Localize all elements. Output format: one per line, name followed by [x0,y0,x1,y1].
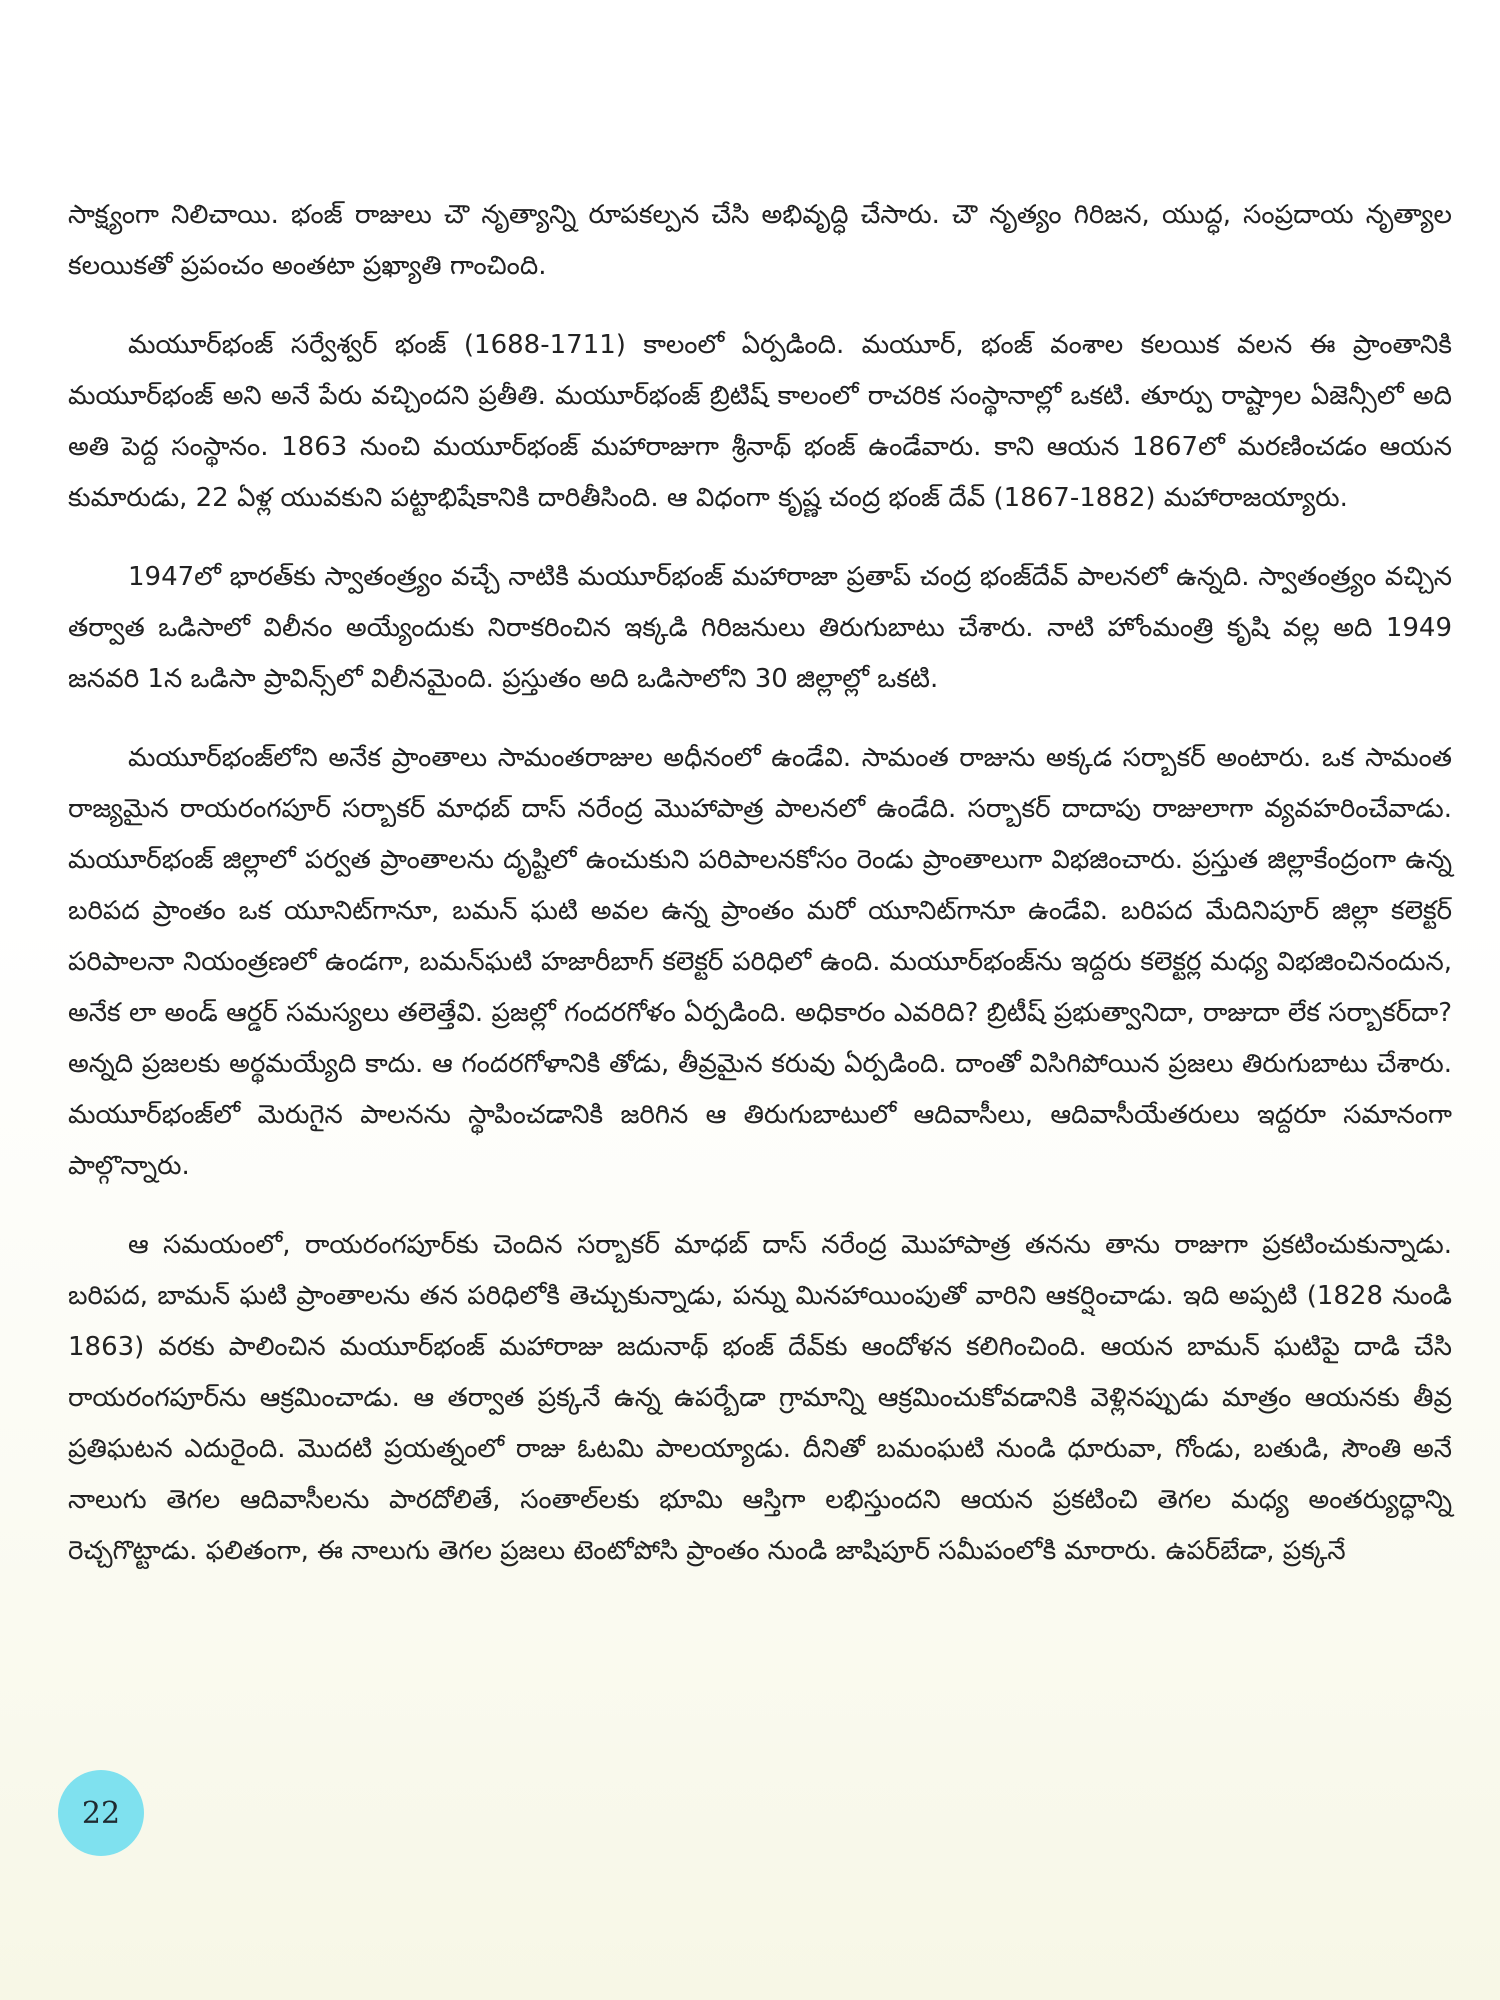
page-number-badge: 22 [58,1770,144,1856]
paragraph-2: మయూర్‌భంజ్ సర్వేశ్వర్ భంజ్ (1688-1711) కాలంలో ఏర్పడింది. మయూర్, భంజ్ వంశాల కలయిక వలన ఈ ప్రాంతానికి మయూర్‌భంజ్ అని అనే పేరు వచ్చిందని ప్రతీతి. మయూర్‌భంజ్ బ్రిటిష్ కాలంలో రాచరిక సంస్థానాల్లో ఒకటి. తూర్పు రాష్ట్రాల ఏజెన్సీలో అది అతి పెద్ద సంస్థానం. 1863 నుంచి మయూర్‌భంజ్ మహారాజుగా శ్రీనాథ్ భంజ్ ఉండేవారు. కాని ఆయన 1867లో మరణించడం ఆయన కుమారుడు, 22 ఏళ్ల యువకుని పట్టాభిషేకానికి దారితీసింది. ఆ విధంగా కృష్ణ చంద్ర భంజ్ దేవ్ (1867-1882) మహారాజయ్యారు. [68,330,1452,513]
paragraph-3: 1947లో భారత్‌కు స్వాతంత్ర్యం వచ్చే నాటికి మయూర్‌భంజ్ మహారాజా ప్రతాప్ చంద్ర భంజ్‌దేవ్ పాలనలో ఉన్నది. స్వాతంత్ర్యం వచ్చిన తర్వాత ఒడిసాలో విలీనం అయ్యేందుకు నిరాకరించిన ఇక్కడి గిరిజనులు తిరుగుబాటు చేశారు. నాటి హోంమంత్రి కృషి వల్ల అది 1949 జనవరి 1న ఒడిసా ప్రావిన్స్‌లో విలీనమైంది. ప్రస్తుతం అది ఒడిసాలోని 30 జిల్లాల్లో ఒకటి. [68,562,1452,694]
body-text [68,190,1452,1605]
paragraph-1: సాక్ష్యంగా నిలిచాయి. భంజ్ రాజులు చౌ నృత్యాన్ని రూపకల్పన చేసి అభివృద్ధి చేసారు. చౌ నృత్యం గిరిజన, యుద్ధ, సంప్రదాయ నృత్యాల కలయికతో ప్రపంచం అంతటా ప్రఖ్యాతి గాంచింది. [68,200,1452,281]
paragraph-5: ఆ సమయంలో, రాయరంగపూర్‌కు చెందిన సర్బాకర్ మాధబ్ దాస్ నరేంద్ర మొహాపాత్ర తనను తాను రాజుగా ప్రకటించుకున్నాడు. బరిపద, బామన్ ఘటి ప్రాంతాలను తన పరిధిలోకి తెచ్చుకున్నాడు, పన్ను మినహాయింపుతో వారిని ఆకర్షించాడు. ఇది అప్పటి (1828 నుండి 1863) వరకు పాలించిన మయూర్‌భంజ్ మహారాజు జదునాథ్ భంజ్ దేవ్‌కు ఆందోళన కలిగించింది. ఆయన బామన్ ఘటిపై దాడి చేసి రాయరంగపూర్‌ను ఆక్రమించాడు. ఆ తర్వాత ప్రక్కనే ఉన్న ఉపర్బేడా గ్రామాన్ని ఆక్రమించుకోవడానికి వెళ్లినప్పుడు మాత్రం ఆయనకు తీవ్ర ప్రతిఘటన ఎదురైంది. మొదటి ప్రయత్నంలో రాజు ఓటమి పాలయ్యాడు. దీనితో బమంఘటి నుండి ధూరువా, గోండు, బతుడి, సౌంతి అనే నాలుగు తెగల ఆదివాసీలను పారదోలితే, సంతాల్‌లకు భూమి ఆస్తిగా లభిస్తుందని ఆయన ప్రకటించి తెగల మధ్య అంతర్యుద్ధాన్ని రెచ్చగొట్టాడు. ఫలితంగా, ఈ నాలుగు తెగల ప్రజలు టెంటోపోసి ప్రాంతం నుండి జాషిపూర్ సమీపంలోకి మారారు. ఉపర్‌బేడా, ప్రక్కనే [68,1230,1452,1566]
paragraph-4: మయూర్‌భంజ్‌లోని అనేక ప్రాంతాలు సామంతరాజుల అధీనంలో ఉండేవి. సామంత రాజును అక్కడ సర్బాకర్ అంటారు. ఒక సామంత రాజ్యమైన రాయరంగపూర్ సర్బాకర్ మాధబ్ దాస్ నరేంద్ర మొహాపాత్ర పాలనలో ఉండేది. సర్బాకర్ దాదాపు రాజులాగా వ్యవహరించేవాడు. మయూర్‌భంజ్ జిల్లాలో పర్వత ప్రాంతాలను దృష్టిలో ఉంచుకుని పరిపాలనకోసం రెండు ప్రాంతాలుగా విభజించారు. ప్రస్తుత జిల్లాకేంద్రంగా ఉన్న బరిపద ప్రాంతం ఒక యూనిట్‌గానూ, బమన్ ఘటి అవల ఉన్న ప్రాంతం మరో యూనిట్‌గానూ ఉండేవి. బరిపద మేదినిపూర్ జిల్లా కలెక్టర్ పరిపాలనా నియంత్రణలో ఉండగా, బమన్‌ఘటి హజారీబాగ్ కలెక్టర్ పరిధిలో ఉంది. మయూర్‌భంజ్‌ను ఇద్దరు కలెక్టర్ల మధ్య విభజించినందున, అనేక లా అండ్ ఆర్డర్ సమస్యలు తలెత్తేవి. ప్రజల్లో గందరగోళం ఏర్పడింది. అధికారం ఎవరిది? బ్రిటీష్ ప్రభుత్వానిదా, రాజుదా లేక సర్బాకర్‌దా? అన్నది ప్రజలకు అర్థమయ్యేది కాదు. ఆ గందరగోళానికి తోడు, తీవ్రమైన కరువు ఏర్పడింది. దాంతో విసిగిపోయిన ప్రజలు తిరుగుబాటు చేశారు. మయూర్‌భంజ్‌లో మెరుగైన పాలనను స్థాపించడానికి జరిగిన ఆ తిరుగుబాటులో ఆదివాసీలు, ఆదివాసీయేతరులు ఇద్దరూ సమానంగా పాల్గొన్నారు. [68,743,1452,1181]
